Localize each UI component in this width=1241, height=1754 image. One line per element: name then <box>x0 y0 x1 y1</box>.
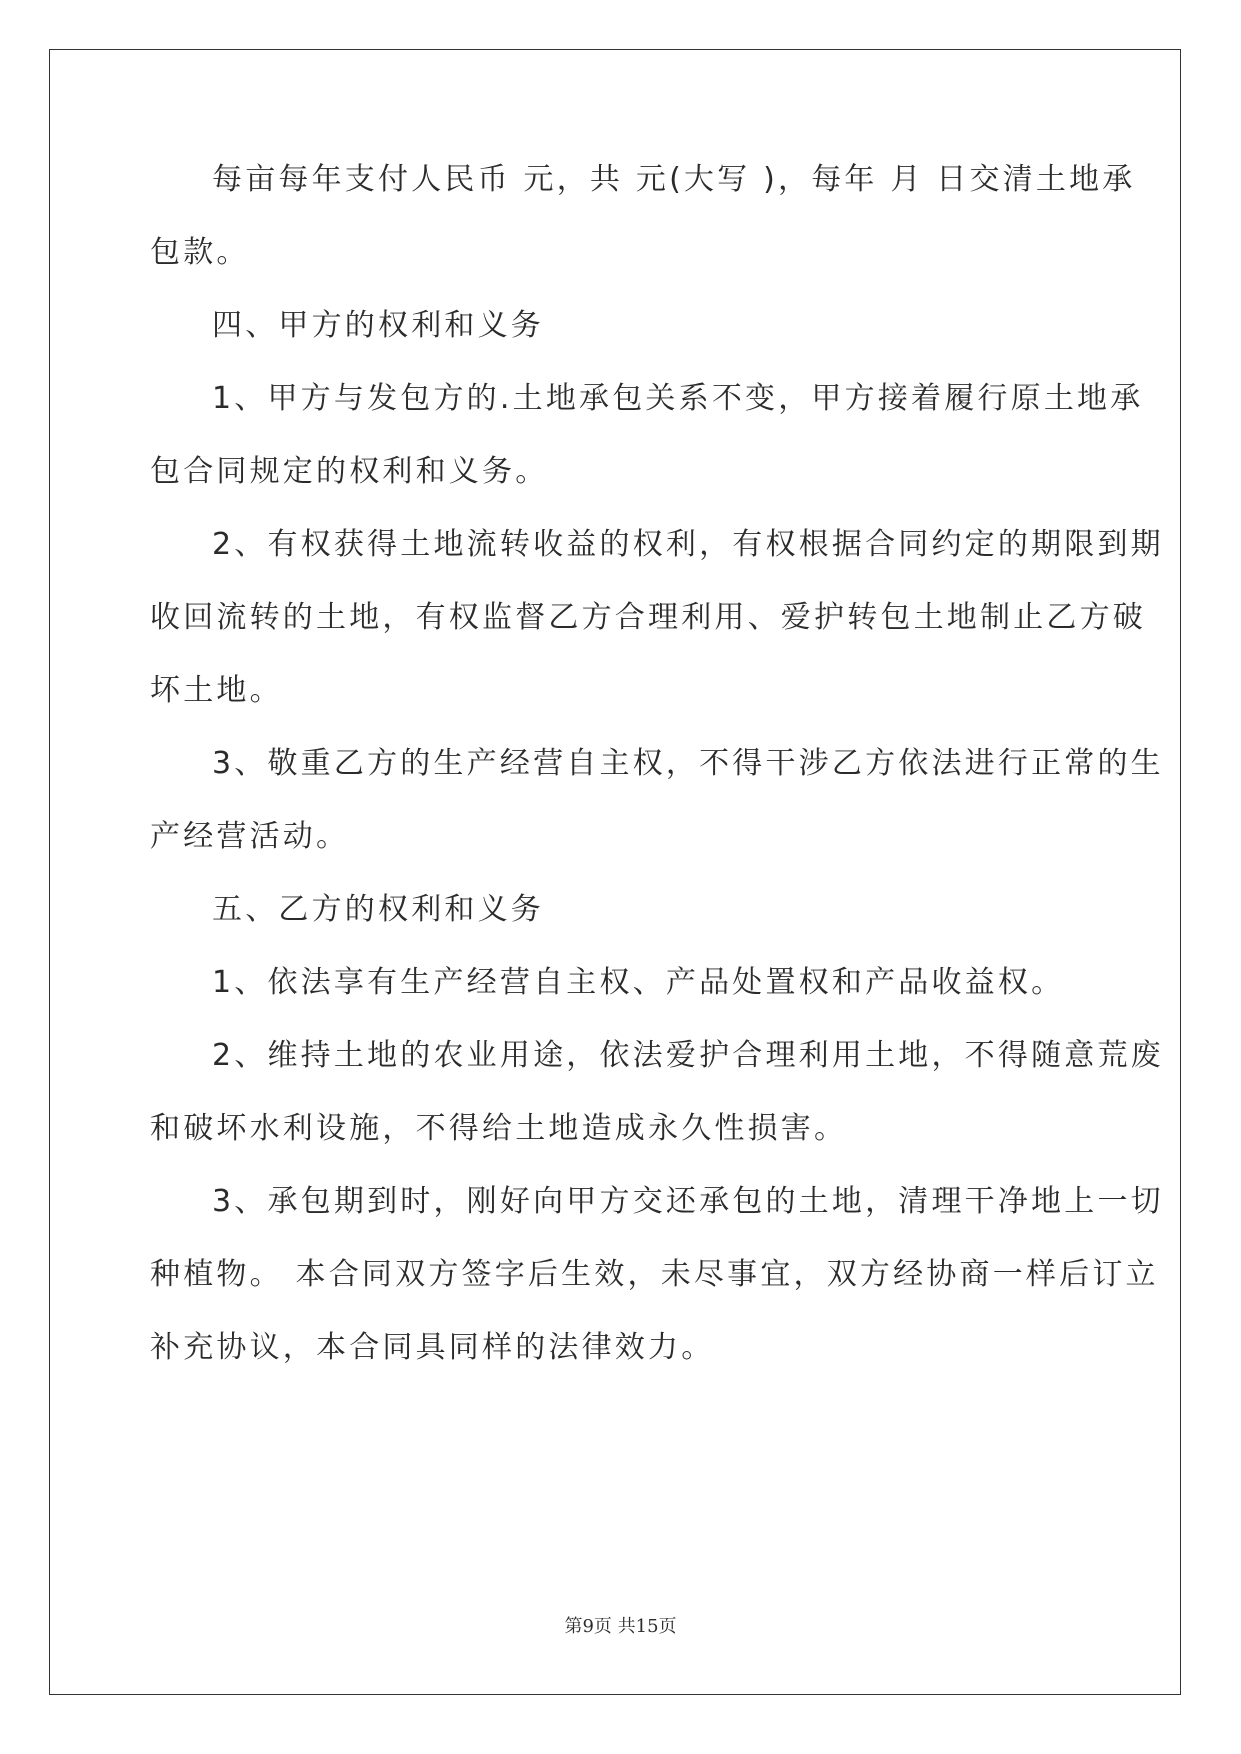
paragraph-line: 2、有权获得土地流转收益的权利，有权根据合同约定的期限到期 <box>212 527 1164 562</box>
page-border <box>49 49 1181 1695</box>
paragraph-line: 种植物。 本合同双方签字后生效，未尽事宜，双方经协商一样后订立 <box>150 1257 1159 1292</box>
paragraph-line: 2、维持土地的农业用途，依法爱护合理利用土地，不得随意荒废 <box>212 1038 1164 1073</box>
paragraph-line: 补充协议，本合同具同样的法律效力。 <box>150 1330 715 1365</box>
paragraph-line: 每亩每年支付人民币 元，共 元(大写 )，每年 月 日交清土地承 <box>212 162 1136 197</box>
paragraph-line: 和破坏水利设施，不得给土地造成永久性损害。 <box>150 1111 848 1146</box>
paragraph-line: 产经营活动。 <box>150 819 350 854</box>
section-heading: 五、乙方的权利和义务 <box>212 892 544 927</box>
page-number-footer: 第9页 共15页 <box>564 1616 677 1637</box>
section-heading: 四、甲方的权利和义务 <box>212 308 544 343</box>
paragraph-line: 3、承包期到时，刚好向甲方交还承包的土地，清理干净地上一切 <box>212 1184 1164 1219</box>
paragraph-line: 坏土地。 <box>150 673 283 708</box>
paragraph-line: 1、依法享有生产经营自主权、产品处置权和产品收益权。 <box>212 965 1065 1000</box>
paragraph-line: 1、甲方与发包方的.土地承包关系不变，甲方接着履行原土地承 <box>212 381 1144 416</box>
paragraph-line: 包合同规定的权利和义务。 <box>150 454 549 489</box>
paragraph-line: 3、敬重乙方的生产经营自主权，不得干涉乙方依法进行正常的生 <box>212 746 1164 781</box>
paragraph-line: 包款。 <box>150 235 250 270</box>
paragraph-line: 收回流转的土地，有权监督乙方合理利用、爱护转包土地制止乙方破 <box>150 600 1146 635</box>
